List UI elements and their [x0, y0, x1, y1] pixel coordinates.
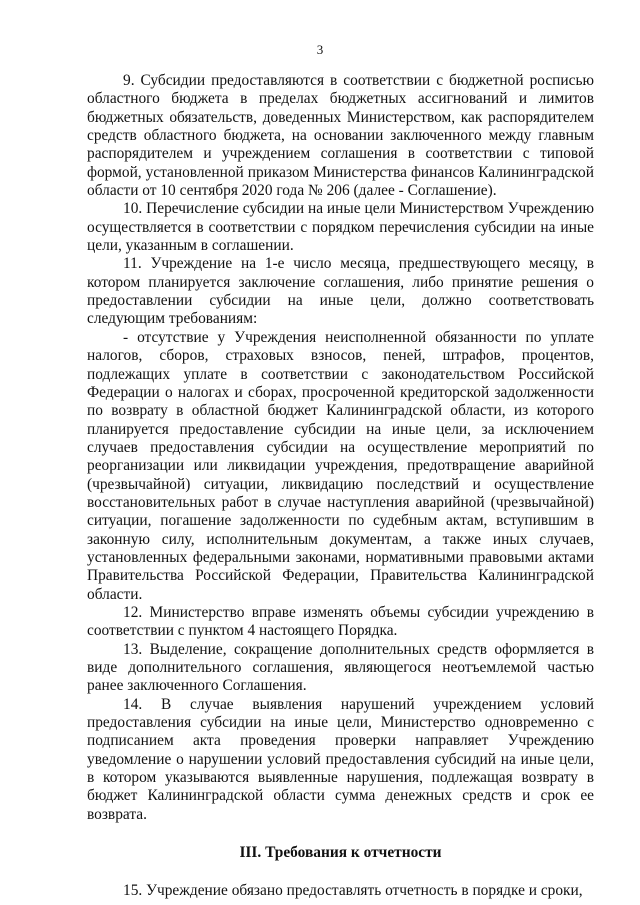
- paragraph-14: 14. В случае выявления нарушений учреждением условий предоставления субсидии на иные цели, Министерство одновременно с подписанием акта проведения проверки направляет Учреждению уведомление о нарушении условий предоставления субсидий на иные цели, в котором указываются выявленные нарушения, подлежащая возврату в бюджет Калининградской области сумма денежных средств и срок ее возврата.: [87, 695, 594, 823]
- document-body: [87, 72, 594, 901]
- paragraph-13: 13. Выделение, сокращение дополнительных средств оформляется в виде дополнительного соглашения, являющегося неотъемлемой частью ранее заключенного Соглашения.: [87, 640, 594, 695]
- page-number: 3: [316, 42, 324, 57]
- section-title: III. Требования к отчетности: [239, 844, 442, 862]
- paragraph-15: 15. Учреждение обязано предоставлять отчетность в порядке и сроки,: [123, 882, 583, 900]
- paragraph-9: 9. Субсидии предоставляются в соответствии с бюджетной росписью областного бюджета в пределах бюджетных ассигнований и лимитов бюджетных обязательств, доведенных Министерством, как распорядителем средств областного бюджета, на основании заключенного между главным распорядителем и учреждением соглашения в соответствии с типовой формой, установленной приказом Министерства финансов Калининградской области от 10 сентября 2020 года № 206 (далее - Соглашение).: [87, 72, 594, 200]
- paragraph-11-requirement: - отсутствие у Учреждения неисполненной обязанности по уплате налогов, сборов, страховых взносов, пеней, штрафов, процентов, подлежащих уплате в соответствии с законодательством Российской Федерации о налогах и сборах, просроченной кредиторской задолженности по возврату в областной бюджет Калининградской области, из которого планируется предоставление субсидии на иные цели, за исключением случаев предоставления субсидии на осуществление мероприятий по реорганизации или ликвидации учреждения, предотвращение аварийной (чрезвычайной) ситуации, ликвидацию последствий и осуществление восстановительных работ в случае наступления аварийной (чрезвычайной) ситуации, погашение задолженности по судебным актам, вступившим в законную силу, исполнительным документам, а также иных случаев, установленных федеральными законами, нормативными правовыми актами Правительства Российской Федерации, Правительства Калининградской области.: [87, 328, 594, 603]
- paragraph-11: 11. Учреждение на 1-е число месяца, предшествующего месяцу, в котором планируется заключение соглашения, либо принятие решения о предоставлении субсидии на иные цели, должно соответствовать следующим требованиям:: [87, 255, 594, 328]
- paragraph-12: 12. Министерство вправе изменять объемы субсидии учреждению в соответствии с пунктом 4 настоящего Порядка.: [87, 603, 594, 640]
- paragraph-10: 10. Перечисление субсидии на иные цели Министерством Учреждению осуществляется в соответствии с порядком перечисления субсидии на иные цели, указанным в соглашении.: [87, 200, 594, 255]
